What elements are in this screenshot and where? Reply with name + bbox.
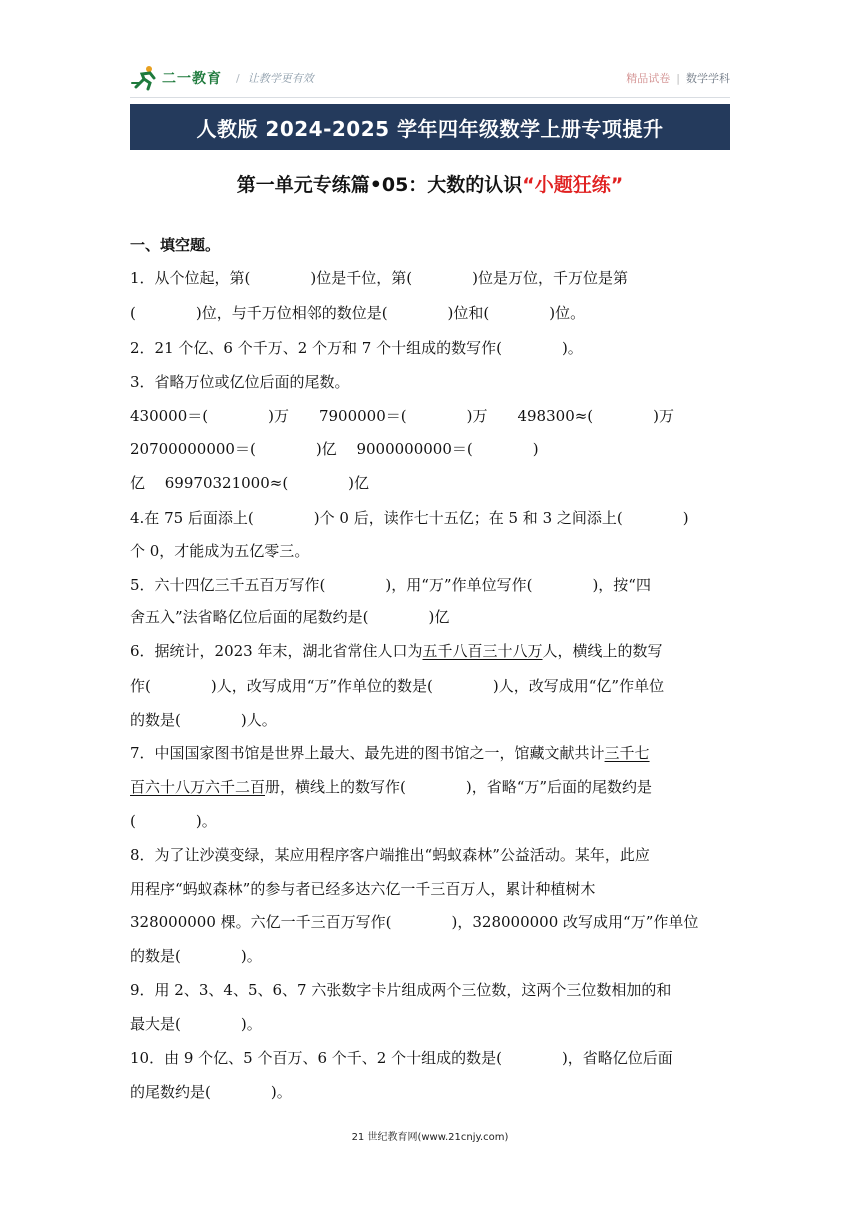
tag-quality-papers: 精品试卷 <box>626 72 671 85</box>
question-line: 用程序“蚂蚁森林”的参与者已经多达六亿一千三百万人，累计种植树木 <box>130 880 596 898</box>
question-line: 个 0，才能成为五亿零三。 <box>130 542 310 560</box>
question-line: 328000000 棵。六亿一千三百万写作( )，328000000 改写成用“万”作单位 <box>130 913 699 931</box>
question-line: ( )位，与千万位相邻的数位是( )位和( )位。 <box>130 304 586 322</box>
question-line: 亿 69970321000≈( )亿 <box>130 474 370 492</box>
question-line-q7b: 百六十八万六千二百册，横线上的数写作( )，省略“万”后面的尾数约是 <box>130 778 653 796</box>
tag-math-subject: 数学学科 <box>686 72 730 85</box>
header-tags: 精品试卷 | 数学学科 <box>626 72 730 85</box>
page-header <box>130 62 730 94</box>
underlined-number-q7-a: 三千七 <box>604 744 650 762</box>
question-line: 430000＝( )万 7900000＝( )万 498300≈( )万 <box>130 407 675 425</box>
question-line: 3．省略万位或亿位后面的尾数。 <box>130 373 350 391</box>
question-line: 10．由 9 个亿、5 个百万、6 个千、2 个十组成的数是( )，省略亿位后面 <box>130 1049 673 1067</box>
subtitle-main: 第一单元专练篇•05：大数的认识 <box>236 174 523 196</box>
question-line: 2．21 个亿、6 个千万、2 个万和 7 个十组成的数写作( )。 <box>130 339 583 357</box>
question-line: 4.在 75 后面添上( )个 0 后，读作七十五亿；在 5 和 3 之间添上( ) <box>130 509 689 527</box>
question-line: ( )。 <box>130 812 217 830</box>
slogan-text: 让教学更有效 <box>247 72 314 85</box>
question-line: 9．用 2、3、4、5、6、7 六张数字卡片组成两个三位数，这两个三位数相加的和 <box>130 981 672 999</box>
runner-logo-icon <box>130 65 160 91</box>
question-line: 1．从个位起，第( )位是千位，第( )位是万位，千万位是第 <box>130 269 628 287</box>
slogan: / 让教学更有效 <box>236 72 314 85</box>
subtitle <box>130 170 730 197</box>
question-line: 8．为了让沙漠变绿，某应用程序客户端推出“蚂蚁森林”公益活动。某年，此应 <box>130 846 650 864</box>
logo <box>130 62 314 94</box>
question-line: 舍五入”法省略亿位后面的尾数约是( )亿 <box>130 608 450 626</box>
question-line: 5．六十四亿三千五百万写作( )，用“万”作单位写作( )，按“四 <box>130 576 651 594</box>
underlined-number-q7-b: 百六十八万六千二百 <box>130 778 266 796</box>
header-divider <box>130 97 730 98</box>
question-line: 作( )人，改写成用“万”作单位的数是( )人，改写成用“亿”作单位 <box>130 677 665 695</box>
question-line: 的尾数约是( )。 <box>130 1083 292 1101</box>
question-line: 20700000000＝( )亿 9000000000＝( ) <box>130 440 539 458</box>
page-footer: 21 世纪教育网(www.21cnjy.com) <box>351 1132 509 1143</box>
question-line-q7: 7．中国国家图书馆是世界上最大、最先进的图书馆之一，馆藏文献共计三千七 <box>130 744 650 762</box>
subtitle-highlight: “小题狂练” <box>522 174 624 196</box>
question-line: 的数是( )人。 <box>130 711 277 729</box>
title-banner: 人教版 2024-2025 学年四年级数学上册专项提升 <box>130 104 730 150</box>
question-line: 最大是( )。 <box>130 1015 262 1033</box>
logo-text: 二一教育 <box>162 71 222 87</box>
question-line-q6: 6．据统计，2023 年末，湖北省常住人口为五千八百三十八万人，横线上的数写 <box>130 642 663 660</box>
section-title: 一、填空题。 <box>130 236 221 254</box>
underlined-number-q6: 五千八百三十八万 <box>422 642 543 660</box>
question-line: 的数是( )。 <box>130 947 262 965</box>
